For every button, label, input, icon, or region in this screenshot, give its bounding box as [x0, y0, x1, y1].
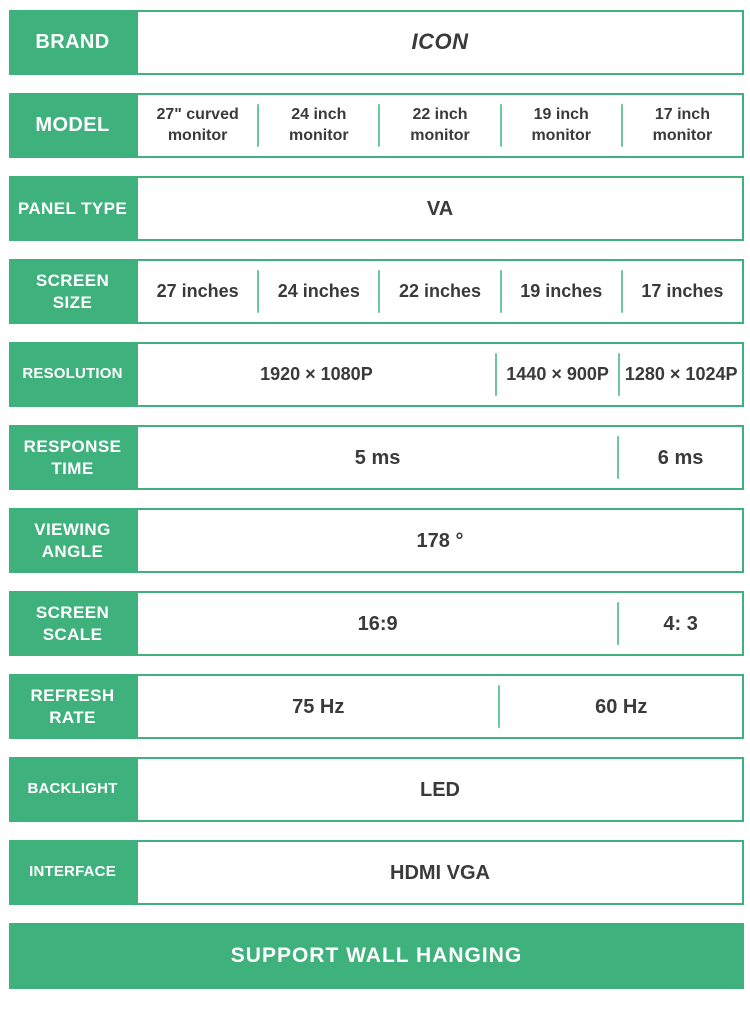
viewing-angle-content — [136, 508, 744, 573]
spec-table — [9, 10, 744, 989]
spec-row-response-time — [9, 425, 744, 490]
panel-type-content — [136, 176, 744, 241]
row-label-backlight: BACKLIGHT — [9, 757, 136, 822]
screen-size-cell-19: 19 inches — [520, 280, 603, 301]
screen-size-cell-24: 24 inches — [277, 280, 360, 301]
spec-row-model — [9, 93, 744, 158]
brand-value: ICON — [411, 29, 469, 55]
spec-row-backlight — [9, 757, 744, 822]
spec-row-refresh-rate — [9, 674, 744, 739]
row-label-interface: INTERFACE — [9, 840, 136, 905]
brand-content — [136, 10, 744, 75]
screen-scale-cell-16-9: 16:9 — [357, 612, 398, 635]
row-label-model: MODEL — [9, 93, 136, 158]
screen-size-cell-27: 27 inches — [156, 280, 239, 301]
model-cell-27-curved: 27" curved monitor — [156, 105, 239, 144]
model-cell-19: 19 inch monitor — [531, 105, 591, 144]
resolution-cell-1024p: 1280 × 1024P — [624, 363, 738, 384]
resolution-cell-900p: 1440 × 900P — [506, 363, 609, 384]
refresh-rate-cell-60hz: 60 Hz — [595, 695, 648, 718]
row-label-refresh-rate: REFRESH RATE — [9, 674, 136, 739]
spec-row-resolution — [9, 342, 744, 407]
spec-row-screen-scale — [9, 591, 744, 656]
refresh-rate-cell-75hz: 75 Hz — [292, 695, 345, 718]
spec-row-screen-size — [9, 259, 744, 324]
spec-row-brand — [9, 10, 744, 75]
model-cell-22: 22 inch monitor — [410, 105, 470, 144]
screen-scale-cell-4-3: 4: 3 — [663, 612, 698, 635]
footer-banner-text: SUPPORT WALL HANGING — [230, 944, 523, 967]
model-cell-24: 24 inch monitor — [289, 105, 349, 144]
row-label-brand: BRAND — [9, 10, 136, 75]
row-label-resolution: RESOLUTION — [9, 342, 136, 407]
resolution-cell-1080p: 1920 × 1080P — [260, 363, 373, 384]
screen-size-content — [136, 259, 744, 324]
backlight-content — [136, 757, 744, 822]
row-label-response-time: RESPONSE TIME — [9, 425, 136, 490]
row-label-panel-type: PANEL TYPE — [9, 176, 136, 241]
footer-banner — [9, 923, 744, 989]
spec-row-viewing-angle — [9, 508, 744, 573]
response-time-cell-5ms: 5 ms — [354, 446, 401, 469]
response-time-cell-6ms: 6 ms — [657, 446, 704, 469]
panel-type-value: VA — [426, 197, 454, 220]
response-time-content — [136, 425, 744, 490]
row-label-screen-scale: SCREEN SCALE — [9, 591, 136, 656]
backlight-value: LED — [420, 778, 460, 801]
screen-size-cell-22: 22 inches — [398, 280, 482, 301]
spec-row-interface — [9, 840, 744, 905]
row-label-screen-size: SCREEN SIZE — [9, 259, 136, 324]
model-cell-17: 17 inch monitor — [652, 105, 713, 144]
interface-content — [136, 840, 744, 905]
spec-row-panel-type — [9, 176, 744, 241]
screen-scale-content — [136, 591, 744, 656]
viewing-angle-value: 178 ° — [416, 529, 464, 552]
resolution-content — [136, 342, 744, 407]
row-label-viewing-angle: VIEWING ANGLE — [9, 508, 136, 573]
interface-value: HDMI VGA — [390, 861, 490, 884]
screen-size-cell-17: 17 inches — [641, 280, 724, 301]
model-content — [136, 93, 744, 158]
refresh-rate-content — [136, 674, 744, 739]
